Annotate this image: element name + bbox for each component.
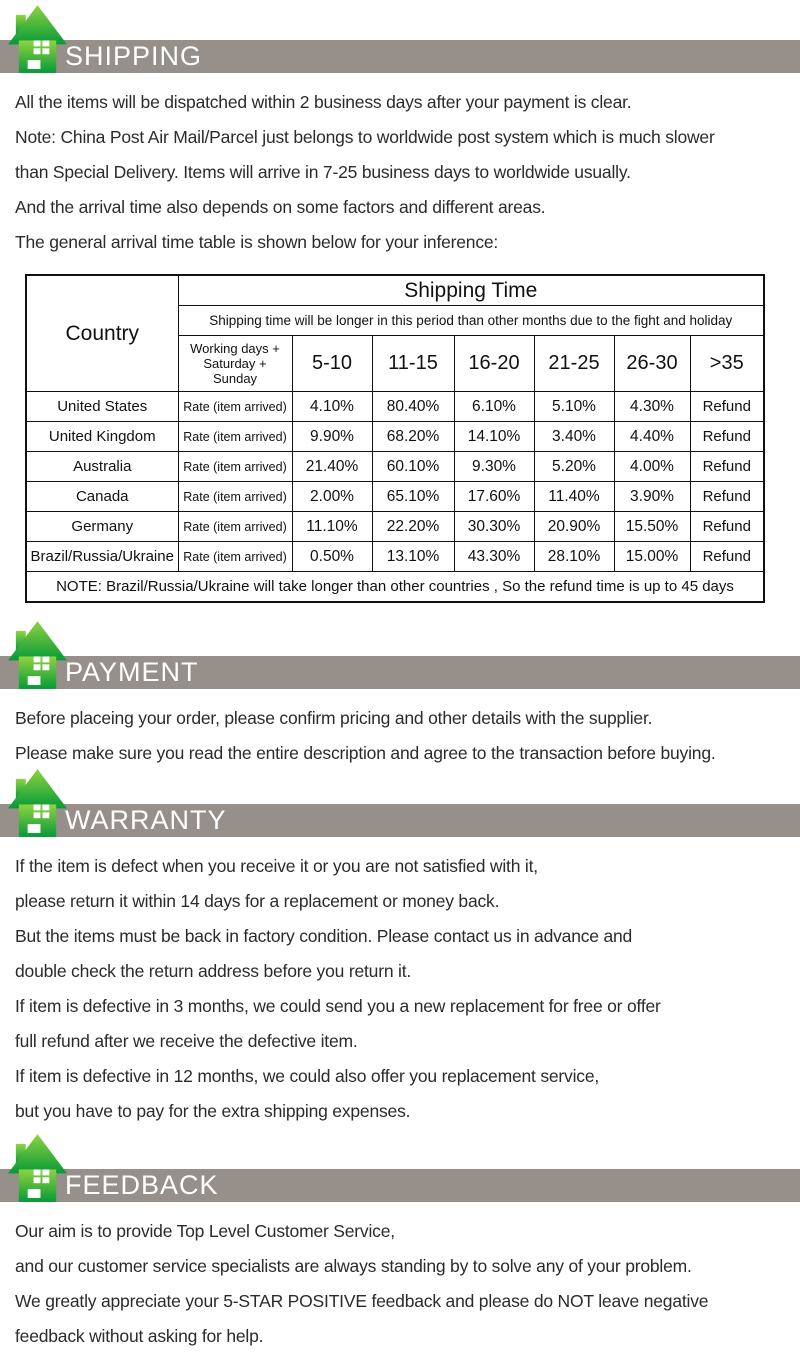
rate-value-cell: 5.20% — [534, 452, 614, 482]
refund-cell: Refund — [690, 452, 764, 482]
rate-value-cell: 4.40% — [614, 422, 690, 452]
house-icon — [8, 1132, 67, 1203]
refund-cell: Refund — [690, 482, 764, 512]
house-icon — [8, 767, 67, 838]
paragraph-line: But the items must be back in factory condition. Please contact us in advance and — [15, 926, 633, 946]
shipping-header — [0, 0, 800, 73]
rate-label-cell: Rate (item arrived) — [178, 452, 292, 482]
refund-cell: Refund — [690, 422, 764, 452]
rate-label-cell: Rate (item arrived) — [178, 482, 292, 512]
rate-value-cell: 11.10% — [292, 512, 372, 542]
paragraph-line: We greatly appreciate your 5-STAR POSITIVE feedback and please do NOT leave negative — [15, 1291, 709, 1311]
paragraph-line: double check the return address before you return it. — [15, 961, 412, 981]
rate-value-cell: 21.40% — [292, 452, 372, 482]
country-cell: Canada — [26, 482, 178, 512]
table-row — [26, 422, 764, 452]
section-feedback — [0, 1129, 800, 1354]
rate-value-cell: 65.10% — [372, 482, 454, 512]
rate-value-cell: 17.60% — [454, 482, 534, 512]
rate-value-cell: 68.20% — [372, 422, 454, 452]
paragraph-block — [15, 1214, 800, 1354]
working-days-header: Working days + Saturday + Sunday — [178, 336, 292, 392]
rate-value-cell: 15.00% — [614, 542, 690, 572]
shipping-table — [25, 274, 765, 603]
paragraph-line: Note: China Post Air Mail/Parcel just belongs to worldwide post system which is much slower — [15, 127, 715, 147]
house-icon — [8, 3, 67, 74]
rate-value-cell: 15.50% — [614, 512, 690, 542]
range-header: 16-20 — [454, 336, 534, 392]
paragraph-line: Our aim is to provide Top Level Customer Service, — [15, 1221, 395, 1241]
paragraph-line: If item is defective in 12 months, we could also offer you replacement service, — [15, 1066, 600, 1086]
refund-cell: Refund — [690, 512, 764, 542]
paragraph-line: All the items will be dispatched within 2 business days after your payment is clear. — [15, 92, 632, 112]
rate-value-cell: 28.10% — [534, 542, 614, 572]
warranty-header — [0, 764, 800, 837]
rate-value-cell: 30.30% — [454, 512, 534, 542]
rate-value-cell: 9.90% — [292, 422, 372, 452]
range-header: 26-30 — [614, 336, 690, 392]
rate-value-cell: 20.90% — [534, 512, 614, 542]
section-title: FEEDBACK — [65, 1170, 219, 1200]
rate-value-cell: 4.30% — [614, 392, 690, 422]
range-header: 21-25 — [534, 336, 614, 392]
paragraph-block — [15, 849, 800, 1129]
table-body — [26, 392, 764, 572]
paragraph-line: If item is defective in 3 months, we could send you a new replacement for free or offer — [15, 996, 661, 1016]
table-row — [26, 512, 764, 542]
rate-label-cell: Rate (item arrived) — [178, 542, 292, 572]
section-payment — [0, 616, 800, 771]
paragraph-line: Please make sure you read the entire description and agree to the transaction before buying. — [15, 743, 716, 763]
section-warranty — [0, 764, 800, 1129]
rate-value-cell: 3.40% — [534, 422, 614, 452]
rate-value-cell: 14.10% — [454, 422, 534, 452]
note-row — [26, 572, 764, 603]
house-icon — [8, 619, 67, 690]
rate-label-cell: Rate (item arrived) — [178, 422, 292, 452]
table-row — [26, 392, 764, 422]
rate-value-cell: 5.10% — [534, 392, 614, 422]
paragraph-line: If the item is defect when you receive it or you are not satisfied with it, — [15, 856, 538, 876]
paragraph-line: feedback without asking for help. — [15, 1326, 264, 1346]
shipping-time-subtitle: Shipping time will be longer in this period than other months due to the fight and holiday — [178, 306, 764, 336]
paragraph-line: than Special Delivery. Items will arrive in 7-25 business days to worldwide usually. — [15, 162, 631, 182]
rate-value-cell: 0.50% — [292, 542, 372, 572]
rate-value-cell: 9.30% — [454, 452, 534, 482]
rate-value-cell: 60.10% — [372, 452, 454, 482]
table-row — [26, 542, 764, 572]
table-row — [26, 482, 764, 512]
paragraph-line: And the arrival time also depends on some factors and different areas. — [15, 197, 546, 217]
section-title: WARRANTY — [65, 805, 227, 835]
refund-cell: Refund — [690, 542, 764, 572]
rate-value-cell: 6.10% — [454, 392, 534, 422]
rate-value-cell: 2.00% — [292, 482, 372, 512]
section-title: SHIPPING — [65, 41, 203, 71]
table-row — [26, 452, 764, 482]
range-header: 5-10 — [292, 336, 372, 392]
rate-value-cell: 13.10% — [372, 542, 454, 572]
paragraph-block — [15, 701, 800, 771]
paragraph-line: The general arrival time table is shown below for your inference: — [15, 232, 499, 252]
country-cell: Brazil/Russia/Ukraine — [26, 542, 178, 572]
feedback-header — [0, 1129, 800, 1202]
section-shipping — [0, 0, 800, 603]
country-header: Country — [26, 275, 178, 392]
paragraph-line: full refund after we receive the defective item. — [15, 1031, 358, 1051]
country-cell: Australia — [26, 452, 178, 482]
rate-value-cell: 80.40% — [372, 392, 454, 422]
paragraph-block — [15, 85, 800, 260]
paragraph-line: but you have to pay for the extra shipping expenses. — [15, 1101, 411, 1121]
paragraph-line: and our customer service specialists are always standing by to solve any of your problem. — [15, 1256, 692, 1276]
rate-label-cell: Rate (item arrived) — [178, 512, 292, 542]
table-head — [26, 275, 764, 392]
refund-cell: Refund — [690, 392, 764, 422]
country-cell: Germany — [26, 512, 178, 542]
rate-value-cell: 4.10% — [292, 392, 372, 422]
rate-value-cell: 11.40% — [534, 482, 614, 512]
rate-value-cell: 4.00% — [614, 452, 690, 482]
rate-value-cell: 43.30% — [454, 542, 534, 572]
payment-header — [0, 616, 800, 689]
rate-value-cell: 22.20% — [372, 512, 454, 542]
shipping-time-header: Shipping Time — [178, 275, 764, 306]
country-cell: United Kingdom — [26, 422, 178, 452]
range-header: 11-15 — [372, 336, 454, 392]
rate-value-cell: 3.90% — [614, 482, 690, 512]
range-header: >35 — [690, 336, 764, 392]
rate-label-cell: Rate (item arrived) — [178, 392, 292, 422]
country-cell: United States — [26, 392, 178, 422]
section-title: PAYMENT — [65, 657, 199, 687]
paragraph-line: please return it within 14 days for a replacement or money back. — [15, 891, 500, 911]
table-note: NOTE: Brazil/Russia/Ukraine will take longer than other countries , So the refund time is up to 45 days — [26, 572, 764, 603]
paragraph-line: Before placeing your order, please confirm pricing and other details with the supplier. — [15, 708, 653, 728]
